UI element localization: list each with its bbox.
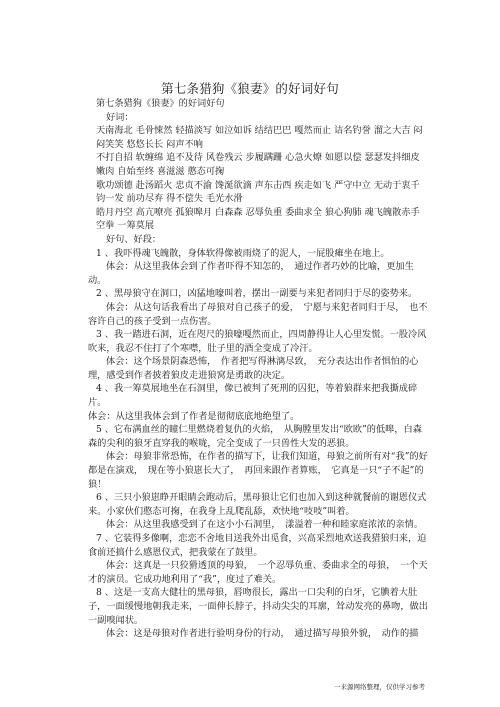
paragraph: 体会：从这里我体会到了作者吓得不知怎的， 通过作者巧妙的比喻，更加生动。	[88, 261, 414, 286]
paragraph: 体会：从这里我感受到了在这小小石洞里， 漾溢着一种和睦家庭浓浓的亲情。	[106, 519, 423, 531]
paragraph: 6 、三只小狼崽睁开眼睛会跑动后，黑母狼让它们也加入到这种就餐前的谢恩仪式来。小家伙们憨态可掬，在我身上乱爬乱舔，欢快地“吱吱”叫着。	[88, 492, 427, 517]
subtitle: 第七条猎狗《狼妻》的好词好句	[96, 98, 225, 109]
good-words-heading: 好词：	[106, 111, 134, 123]
paragraph: 体会：母狼非常恐怖，在作者的描写下，让我们知道，母狼之前所有对“我”的好都是在演戏， 现在等小狼崽长大了， 再回来跟作者算账， 它真是一只“子不起”的狼！	[88, 451, 428, 490]
paragraph: 8 、这是一支高大健壮的黑母狼，唇吻很长，露出一口尖利的白牙，它腆着大肚子，一面缓慢地朝我走来，一面伸长脖子，抖动尖尖的耳廓，耸动发亮的鼻吻，做出一副嗅闻状。	[88, 587, 428, 626]
paragraph: 7 、它装得多像啊，恋恋不舍地目送我外出觅食，兴高采烈地欢送我猎狼归来，迫食前还搞什么感恩仪式，把我蒙在了鼓里。	[88, 533, 427, 558]
document-body	[88, 97, 428, 641]
good-words-line: 不打自招 软缠绵 追不及待 风卷残云 步履蹒跚 心急火燎 如愿以偿 瑟瑟发抖细皮嫩肉 自始至终 喜滋滋 憨态可掬	[96, 152, 420, 177]
good-sentences-heading: 好句、好段：	[106, 233, 162, 245]
paragraph: 1 、我吓得魂飞魄散，身体软得像被雨烧了的泥人，一屁股瘫坐在地上。	[96, 247, 390, 259]
good-words-line: 天南海北 毛骨悚然 轻描淡写 如泣如诉 结结巴巴 嘎然而止 诘名钓誉 溜之大吉 闷闷笑笑 悠悠长长 闷声不响	[96, 125, 423, 150]
paragraph: 2 、黑母狼守在洞口，凶猛地嚎叫着，摆出一副要与来犯者同归于尽的姿势来。	[96, 288, 418, 300]
paragraph: 体会：这真是一只狡猾透顶的母狼， 一个忍辱负重、委曲求全的母狼， 一个天才的演员。它成功地利用了“我”，度过了难关。	[88, 560, 428, 585]
paragraph: 体会：这是母狼对作者进行验明身份的行动， 通过描写母狼外貌， 动作的描	[106, 628, 419, 640]
paragraph-list	[88, 247, 428, 641]
paragraph: 体会：从这句话我看出了母狼对自己孩子的爱， 宁愿与来犯者同归于尽， 也不容许自己的孩子受到一点伤害。	[88, 301, 428, 327]
paragraph: 5 、它布满血丝的瞳仁里燃烧着复仇的火焰， 从胸膛里发出“欧欧”的低嗥，白森森的尖利的狼牙直穿我的喉咙，完全变成了一只兽性大发的恶狼。	[88, 424, 422, 449]
page-title: 第七条猎狗《狼妻》的好词好句	[161, 81, 339, 96]
good-words-line: 皓月丹空 高亢嘹亮 孤狼嗥月 白森森 忍辱负重 委曲求全 狼心狗肺 魂飞魄散赤手空拳 一筹莫展	[96, 206, 420, 232]
paragraph: 3 、我一踏进石洞，近在咫尺的狼嚎嘎然而止，四周静得让人心里发慌。一股冷风吹来，我忍不住打了个寒噤，肚子里的酒全变成了冷汗。	[88, 329, 427, 354]
good-words-line: 歌功颂德 赴汤蹈火 忠贞不渝 馋涎欲滴 声东击西 疾走如飞 严守中立 无动于衷千钧一发 前功尽弃 得不偿失 毛光水滑	[96, 179, 420, 205]
source-footer: 一来源网络整理，仅供学习参考	[334, 683, 425, 691]
good-words-list	[88, 124, 428, 233]
paragraph: 体会：这个场景阴森恐怖， 作者把写得淋漓尽致， 充分表达出作者惧怕的心理，感受到作者披着狼皮走进狼窝是勇敢的决定。	[88, 356, 419, 381]
paragraph: 4 、我一筹莫展地坐在石洞里，像已被判了死刑的囚犯，等着狼群来把我撕成碎片。	[88, 383, 418, 409]
paragraph: 体会：从这里我体会到了作者是彻彻底底地绝望了。	[88, 410, 300, 422]
